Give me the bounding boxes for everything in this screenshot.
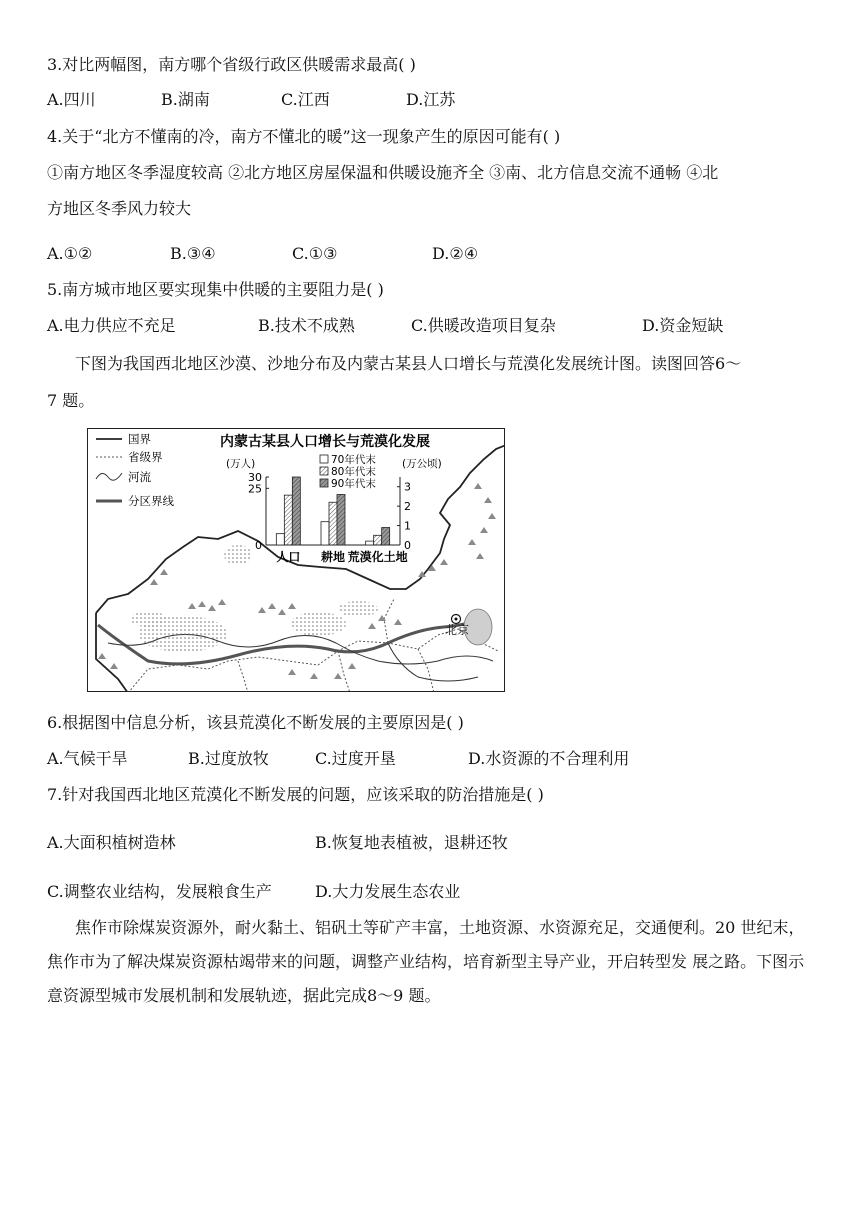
bar-2-2 [382,528,390,545]
category-label-0: 人口 [276,550,301,564]
q6-option-d: D.水资源的不合理利用 [468,749,630,768]
legend-label-2: 90年代末 [331,478,376,490]
q3-option-c: C.江西 [281,90,330,109]
q4-statements-line2: 方地区冬季风力较大 [47,199,192,218]
map-legend [96,432,174,508]
category-label-2: 荒漠化土地 [347,550,408,564]
right-tick-label-2: 2 [404,500,411,514]
q7-option-b: B.恢复地表植被，退耕还牧 [315,833,508,852]
map-svg [88,429,505,692]
q4-option-b: B.③④ [170,244,216,263]
q3-option-d: D.江苏 [406,90,456,109]
q5-option-b: B.技术不成熟 [258,316,355,335]
q7-option-a: A.大面积植树造林 [47,833,176,852]
population-desertification-chart [220,433,442,564]
right-tick-label-1: 1 [404,519,411,533]
legend-provincial-border: 省级界 [128,450,163,464]
left-tick-label-0: 0 [255,539,262,552]
q4-option-d: D.②④ [432,244,479,263]
q5-option-c: C.供暖改造项目复杂 [411,316,556,335]
q6-option-a: A.气候干旱 [47,749,128,768]
bar-1-1 [329,502,337,545]
legend-swatch-2 [320,479,328,487]
bar-1-0 [321,522,329,545]
q3-stem: 3.对比两幅图，南方哪个省级行政区供暖需求最高( ) [47,55,416,74]
bar-0-1 [284,495,292,545]
q4-option-a: A.①② [47,244,93,263]
chart-title: 内蒙古某县人口增长与荒漠化发展 [220,434,430,450]
legend-label-1: 80年代末 [331,466,376,478]
beijing-label: 北京 [445,623,470,637]
q5-option-a: A.电力供应不充足 [47,316,176,335]
q3-option-a: A.四川 [47,90,96,109]
legend-division-line: 分区界线 [128,494,174,508]
right-tick-label-3: 3 [404,480,411,494]
legend-swatch-0 [320,455,328,463]
q4-stem: 4.关于“北方不懂南的冷，南方不懂北的暖”这一现象产生的原因可能有( ) [47,127,561,146]
intro-6-7-line1: 下图为我国西北地区沙漠、沙地分布及内蒙古某县人口增长与荒漠化发展统计图。读图回答6～ [75,354,742,373]
legend-national-border: 国界 [128,432,151,446]
left-axis-unit: (万人) [226,458,256,470]
q4-statements-line1: ①南方地区冬季湿度较高 ②北方地区房屋保温和供暖设施齐全 ③南、北方信息交流不通畅 ④北 [47,163,719,182]
q6-option-c: C.过度开垦 [315,749,396,768]
q3-option-b: B.湖南 [161,90,210,109]
right-axis-unit: (万公顷) [402,458,442,470]
bar-2-1 [374,535,382,545]
right-tick-label-0: 0 [404,539,411,552]
q4-option-c: C.①③ [292,244,338,263]
bar-1-2 [337,494,345,545]
legend-label-0: 70年代末 [331,454,376,466]
q7-option-c: C.调整农业结构，发展粮食生产 [47,882,272,901]
q6-option-b: B.过度放牧 [188,749,269,768]
desertification-map-figure [87,428,505,692]
q7-option-d: D.大力发展生态农业 [315,882,461,901]
legend-swatch-1 [320,467,328,475]
intro-6-7-line2: 7 题。 [47,391,95,410]
bar-2-0 [366,541,374,545]
bar-0-2 [292,477,300,545]
left-tick-label-1: 25 [248,482,262,496]
q5-stem: 5.南方城市地区要实现集中供暖的主要阻力是( ) [47,280,384,299]
category-label-1: 耕地 [320,550,346,564]
q6-stem: 6.根据图中信息分析，该县荒漠化不断发展的主要原因是( ) [47,713,464,732]
intro-8-9-paragraph: 焦作市除煤炭资源外，耐火黏土、铝矾土等矿产丰富，土地资源、水资源充足，交通便利。20 世纪末，焦作市为了解决煤炭资源枯竭带来的问题，调整产业结构，培育新型主导产业，开启转型发 展之路。下图示意资源型城市发展机制和发展轨迹，据此完成8～9 题。 [47,918,805,1005]
chart-bars [276,477,407,564]
chart-legend [320,453,376,490]
bar-0-0 [276,534,284,545]
left-tick-label-2: 30 [248,471,262,484]
q5-option-d: D.资金短缺 [642,316,724,335]
legend-river: 河流 [128,470,151,484]
q7-stem: 7.针对我国西北地区荒漠化不断发展的问题，应该采取的防治措施是( ) [47,785,544,804]
